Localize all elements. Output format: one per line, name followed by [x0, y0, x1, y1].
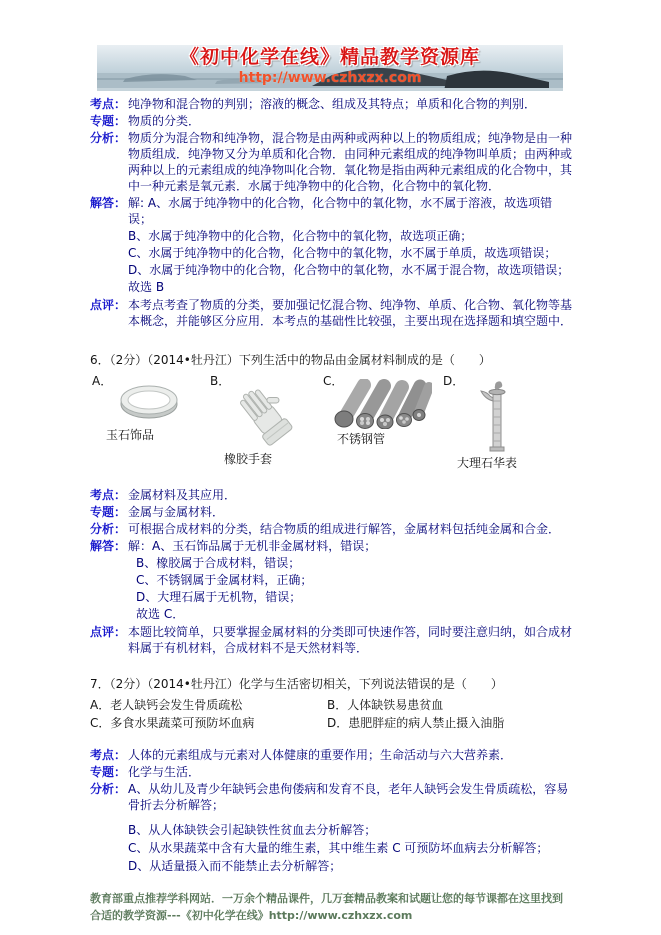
- fenxi-label: 分析：: [90, 782, 127, 796]
- option-b-gloves: [208, 373, 321, 467]
- option-a-text: 老人缺钙会发生骨质疏松: [110, 698, 243, 712]
- option-d-caption: 大理石华表: [457, 456, 518, 470]
- jieda-label: 解答：: [90, 196, 127, 210]
- kaodian-row: [90, 96, 572, 112]
- fenxi-item: A、从幼儿及青少年缺钙会患佝偻病和发育不良，老年人缺钙会发生骨质疏松，容易骨折去分析解答；: [128, 782, 569, 812]
- jieda-line: B、橡胶属于合成材料，错误；: [136, 556, 301, 570]
- option-a-letter: A．: [90, 698, 111, 712]
- kaodian-text: 人体的元素组成与元素对人体健康的重要作用；生命活动与六大营养素．: [128, 748, 513, 762]
- kaodian-text: 纯净物和混合物的判别；溶液的概念、组成及其特点；单质和化合物的判别．: [128, 97, 537, 111]
- question-6-options: [90, 373, 572, 471]
- site-url: http://www.czhxzx.com: [238, 70, 422, 86]
- option-a-caption: 玉石饰品: [106, 428, 155, 442]
- jieda-text: [128, 538, 572, 623]
- dianping-row: [90, 624, 572, 656]
- kaodian-label: 考点：: [90, 97, 127, 111]
- option-c-caption: 不锈钢管: [337, 432, 386, 446]
- fenxi-item: C、从水果蔬菜中含有大量的维生素，其中维生素 C 可预防坏血病去分析解答；: [128, 841, 549, 855]
- footer-url: http://www.czhxzx.com: [268, 909, 413, 922]
- question-6-stem: 6．（2分）（2014•牡丹江）下列生活中的物品由金属材料制成的是（ ）: [90, 353, 491, 367]
- jieda-line: C、不锈钢属于金属材料，正确；: [136, 573, 313, 587]
- jieda-row: [90, 538, 572, 623]
- rubber-gloves-icon: [208, 379, 321, 449]
- question-7-options-row-1: [90, 697, 572, 713]
- kaodian-label: 考点：: [90, 488, 127, 502]
- fenxi-item: B、从人体缺铁会引起缺铁性贫血去分析解答；: [128, 823, 377, 837]
- footer-text: 教育部重点推荐学科网站．一万余个精品课件，几万套精品教案和试题让您的每节课都在这里找到合适的教学资源---《初中化学在线》: [90, 892, 563, 922]
- jieda-text: [128, 195, 572, 296]
- question-7: [90, 676, 572, 731]
- fenxi-text: 物质分为混合物和纯净物，混合物是由两种或两种以上的物质组成；纯净物是由一种物质组成．纯净物又分为单质和化合物．由同种元素组成的纯净物叫单质；由两种或两种以上的元素组成的纯净物叫化合物．氧化物是指由两种元素组成的化合物中，其中一种元素是氧元素．水属于纯净物中的化合物，化合物中的氧化物．: [128, 131, 573, 193]
- option-b-letter: B．: [327, 698, 348, 712]
- jieda-line: D、水属于纯净物中的化合物，化合物中的氧化物，水不属于混合物，故选项错误；: [128, 263, 570, 277]
- option-a: [90, 697, 327, 713]
- option-c: [90, 715, 327, 731]
- zhuanti-text: 金属与金属材料．: [128, 505, 225, 519]
- option-d-letter: D．: [443, 374, 465, 388]
- explanation-block-q6: [90, 487, 572, 656]
- kaodian-text: 金属材料及其应用．: [128, 488, 237, 502]
- site-banner: [97, 45, 563, 91]
- kaodian-label: 考点：: [90, 748, 127, 762]
- jieda-answer: 故选 C．: [136, 607, 185, 621]
- option-a-jade: [90, 373, 208, 443]
- zhuanti-label: 专题：: [90, 114, 127, 128]
- fenxi-label: 分析：: [90, 131, 127, 145]
- dianping-row: [90, 297, 572, 329]
- explanation-block-q7: [90, 747, 572, 876]
- option-d-letter: D．: [327, 716, 349, 730]
- option-b: [327, 697, 572, 713]
- question-7-stem: 7．（2分）（2014•牡丹江）化学与生活密切相关，下列说法错误的是（ ）: [90, 677, 503, 691]
- option-c-letter: C．: [90, 716, 111, 730]
- zhuanti-label: 专题：: [90, 505, 127, 519]
- option-d-text: 患肥胖症的病人禁止摄入油脂: [348, 716, 505, 730]
- document-content: [90, 96, 572, 924]
- site-title: 《初中化学在线》精品教学资源库: [179, 46, 480, 68]
- jieda-line: D、大理石属于无机物，错误；: [136, 590, 302, 604]
- site-footer: [90, 890, 572, 924]
- option-b-text: 人体缺铁易患贫血: [347, 698, 444, 712]
- zhuanti-text: 化学与生活．: [128, 765, 201, 779]
- jieda-line: 解：A、玉石饰品属于无机非金属材料，错误；: [128, 539, 377, 553]
- jieda-row: [90, 195, 572, 296]
- fenxi-text: 可根据合成材料的分类，结合物质的组成进行解答，金属材料包括纯金属和合金．: [128, 522, 561, 536]
- option-b-letter: B．: [210, 374, 231, 388]
- fenxi-row: [90, 130, 572, 194]
- option-a-letter: A．: [92, 374, 113, 388]
- dianping-label: 点评：: [90, 625, 127, 639]
- question-7-options-row-2: [90, 715, 572, 731]
- jieda-label: 解答：: [90, 539, 127, 553]
- fenxi-item: D、从适量摄入而不能禁止去分析解答；: [128, 859, 342, 873]
- zhuanti-text: 物质的分类．: [128, 114, 201, 128]
- fenxi-label: 分析：: [90, 522, 127, 536]
- jieda-line: B、水属于纯净物中的化合物，化合物中的氧化物，故选项正确；: [128, 229, 473, 243]
- fenxi-text: [128, 781, 572, 876]
- zhuanti-label: 专题：: [90, 765, 127, 779]
- option-b-caption: 橡胶手套: [224, 452, 273, 466]
- option-d-column: [441, 373, 553, 471]
- fenxi-row: [90, 521, 572, 537]
- zhuanti-row: [90, 504, 572, 520]
- zhuanti-row: [90, 113, 572, 129]
- jieda-answer: 故选 B: [128, 280, 165, 294]
- dianping-text: 本题比较简单，只要掌握金属材料的分类即可快速作答，同时要注意归纳，如合成材料属于有机材料，合成材料不是天然材料等．: [128, 625, 573, 655]
- dianping-label: 点评：: [90, 298, 127, 312]
- explanation-block-1: [90, 96, 572, 329]
- option-d: [327, 715, 572, 731]
- option-c-pipes: [321, 373, 441, 447]
- zhuanti-row: [90, 764, 572, 780]
- question-6: [90, 352, 572, 471]
- option-c-letter: C．: [323, 374, 344, 388]
- fenxi-row: [90, 781, 572, 876]
- option-c-text: 多食水果蔬菜可预防坏血病: [110, 716, 255, 730]
- jieda-line: 解: A、水属于纯净物中的化合物，化合物中的氧化物，水不属于溶液，故选项错误；: [128, 196, 553, 226]
- jieda-line: C、水属于纯净物中的化合物，化合物中的氧化物，水不属于单质，故选项错误；: [128, 246, 557, 260]
- kaodian-row: [90, 747, 572, 763]
- kaodian-row: [90, 487, 572, 503]
- dianping-text: 本考点考查了物质的分类，要加强记忆混合物、纯净物、单质、化合物、氧化物等基本概念，并能够区分应用．本考点的基础性比较强，主要出现在选择题和填空题中．: [128, 298, 573, 328]
- marble-column-icon: [441, 379, 553, 453]
